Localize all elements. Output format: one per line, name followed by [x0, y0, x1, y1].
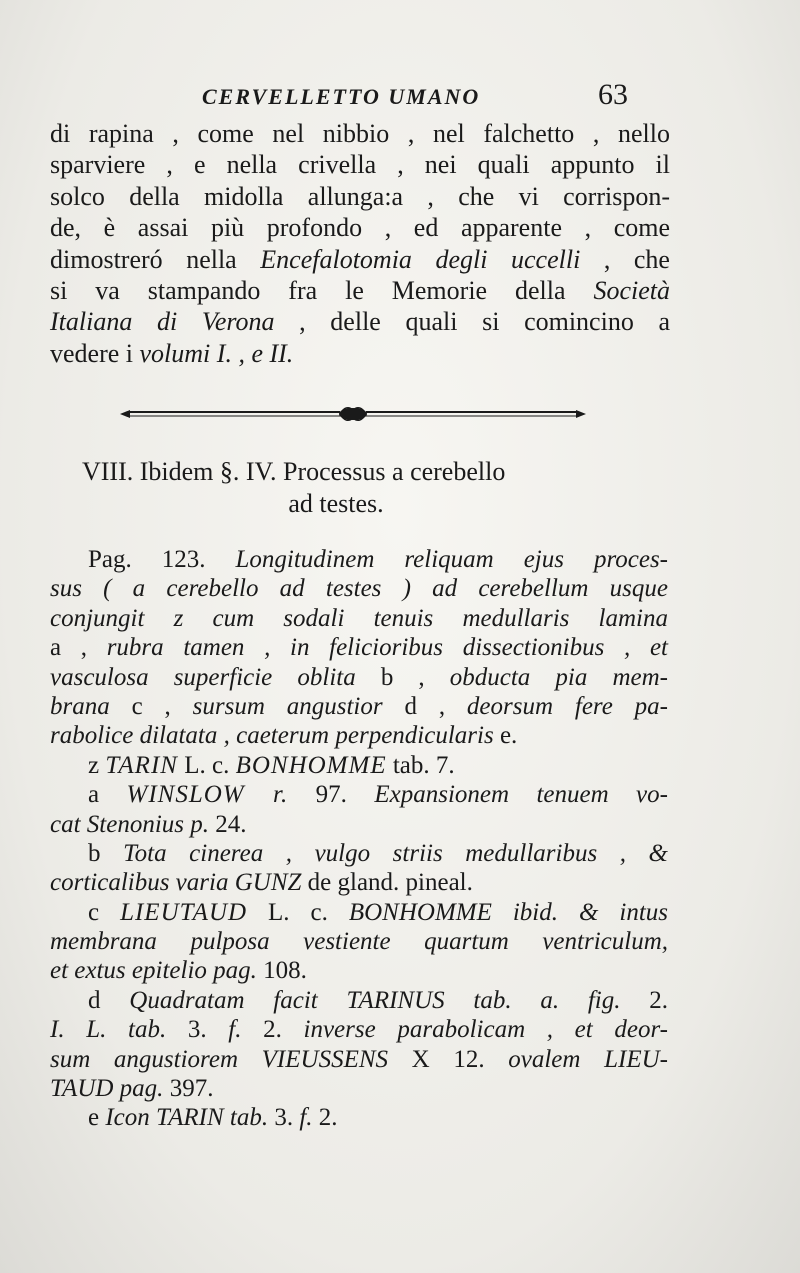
- section-heading: [82, 456, 642, 520]
- text-segment: Expansionem tenuem vo-: [374, 781, 668, 809]
- text-segment: Pag. 123.: [88, 546, 236, 573]
- text-segment: z: [88, 751, 106, 779]
- text-line: [50, 1045, 668, 1074]
- text-segment: sparviere , e nella crivella , nei quali appunto il: [50, 150, 670, 180]
- text-segment: Encefalotomia degli uccelli: [260, 244, 581, 274]
- text-line: [50, 244, 670, 275]
- text-segment: Italiana di Verona: [50, 307, 275, 337]
- text-segment: L. c.: [177, 751, 236, 779]
- text-line: [50, 956, 668, 985]
- text-segment: sursum angustior: [192, 692, 383, 720]
- text-segment: obducta pia mem-: [449, 663, 668, 691]
- text-segment: corticalibus varia GUNZ: [50, 869, 302, 897]
- text-segment: inverse parabolicam , et deor-: [303, 1016, 669, 1044]
- page-number: 63: [598, 78, 628, 111]
- text-line: [50, 633, 668, 662]
- text-segment: c: [88, 898, 121, 926]
- text-segment: Icon TARIN tab.: [105, 1104, 269, 1132]
- text-segment: ovalem LIEU-: [508, 1045, 668, 1073]
- text-segment: Tota cinerea , vulgo striis medullaribus , &: [123, 839, 668, 867]
- ornamental-divider: [118, 402, 588, 426]
- text-segment: a ,: [50, 634, 107, 662]
- text-segment: BONHOMME ibid. & intus: [348, 898, 668, 926]
- text-segment: 3.: [268, 1104, 300, 1132]
- text-segment: conjungit z cum sodali tenuis medullaris lamina: [50, 604, 668, 632]
- text-segment: I. L. tab.: [50, 1016, 167, 1044]
- text-segment: f.: [228, 1016, 242, 1044]
- text-segment: di rapina , come nel nibbio , nel falchetto , nello: [50, 119, 670, 148]
- text-line: [50, 810, 668, 839]
- text-line: [50, 898, 668, 927]
- text-segment: f.: [299, 1104, 313, 1132]
- text-segment: d: [88, 986, 130, 1014]
- text-segment: dimostreró nella: [50, 244, 261, 274]
- text-segment: e.: [493, 722, 518, 750]
- text-line: [50, 986, 668, 1015]
- text-line: [50, 780, 668, 809]
- text-segment: de, è assai più profondo , ed apparente , come: [50, 213, 670, 243]
- text-line: [50, 1103, 668, 1132]
- divider-right-rule: [366, 412, 576, 416]
- text-segment: 108.: [256, 957, 307, 985]
- divider-left-tip: [120, 410, 130, 418]
- text-segment: WINSLOW r.: [126, 781, 289, 809]
- text-segment: 97.: [288, 781, 375, 809]
- text-line: [50, 275, 670, 306]
- text-segment: de gland. pineal.: [301, 869, 473, 897]
- text-segment: L. c.: [247, 898, 349, 926]
- text-segment: 397.: [163, 1075, 214, 1103]
- text-segment: BONHOMME: [235, 751, 387, 779]
- divider-center-flourish: [339, 408, 367, 421]
- text-line: [50, 181, 670, 212]
- text-segment: rubra tamen , in felicioribus dissectionibus , et: [106, 634, 668, 662]
- text-segment: , delle quali si comincino a: [274, 307, 670, 337]
- section-heading-line: ad testes.: [288, 489, 384, 518]
- text-line: [50, 604, 668, 633]
- text-segment: a: [88, 781, 127, 809]
- text-segment: 24.: [209, 810, 247, 838]
- text-segment: b ,: [355, 663, 450, 691]
- text-segment: LIEUTAUD: [120, 898, 248, 926]
- text-segment: TAUD pag.: [50, 1075, 164, 1103]
- divider-left-rule: [130, 412, 340, 416]
- text-segment: si va stampando fra le Memorie della: [50, 275, 594, 305]
- text-segment: Quadratam facit TARINUS tab. a. fig.: [129, 986, 621, 1014]
- text-segment: vedere i: [50, 338, 140, 368]
- text-segment: 2.: [312, 1104, 338, 1132]
- text-segment: 2.: [241, 1016, 304, 1044]
- text-segment: tab. 7.: [386, 751, 455, 779]
- text-line: [50, 118, 670, 149]
- text-segment: solco della midolla allunga:a , che vi corrispon-: [50, 181, 670, 211]
- text-line: [50, 721, 668, 750]
- text-segment: b: [88, 839, 124, 867]
- text-segment: volumi I. , e II.: [139, 338, 294, 368]
- text-segment: brana: [50, 692, 110, 720]
- text-line: [50, 751, 668, 780]
- text-line: [50, 1015, 668, 1044]
- text-line: [50, 663, 668, 692]
- running-title: CERVELLETTO UMANO: [202, 84, 481, 109]
- text-segment: X 12.: [388, 1045, 509, 1073]
- notes-block: [50, 545, 668, 1133]
- text-segment: rabolice dilatata , caeterum perpendicularis: [50, 722, 494, 750]
- text-line: [50, 927, 668, 956]
- text-segment: vasculosa superficie oblita: [50, 663, 356, 691]
- text-line: [50, 338, 670, 369]
- text-segment: deorsum fere pa-: [466, 692, 669, 720]
- text-line: [50, 149, 670, 180]
- text-line: [50, 868, 668, 897]
- page-header: [0, 78, 800, 118]
- text-segment: Società: [593, 275, 670, 305]
- text-segment: cat Stenonius p.: [50, 810, 210, 838]
- text-line: [50, 574, 668, 603]
- text-line: [50, 212, 670, 243]
- paragraph-intro: [50, 118, 670, 369]
- text-segment: 2.: [620, 986, 669, 1014]
- text-line: [50, 306, 670, 337]
- text-segment: , che: [580, 244, 670, 274]
- text-segment: sum angustiorem VIEUSSENS: [50, 1045, 389, 1073]
- text-segment: et extus epitelio pag.: [50, 957, 257, 985]
- text-line: [50, 839, 668, 868]
- text-segment: e: [88, 1104, 106, 1132]
- text-segment: membrana pulposa vestiente quartum ventriculum,: [50, 928, 668, 956]
- text-segment: c ,: [109, 692, 193, 720]
- text-line: [50, 545, 668, 574]
- text-segment: Longitudinem reliquam ejus proces-: [235, 546, 669, 573]
- text-segment: 3.: [166, 1016, 229, 1044]
- text-line: [50, 692, 668, 721]
- text-segment: d ,: [382, 692, 467, 720]
- section-heading-line: VIII. Ibidem §. IV. Processus a cerebello: [82, 457, 506, 486]
- text-segment: sus ( a cerebello ad testes ) ad cerebellum usque: [50, 575, 668, 603]
- text-segment: TARIN: [105, 751, 178, 779]
- divider-right-tip: [576, 410, 586, 418]
- text-line: [50, 1074, 668, 1103]
